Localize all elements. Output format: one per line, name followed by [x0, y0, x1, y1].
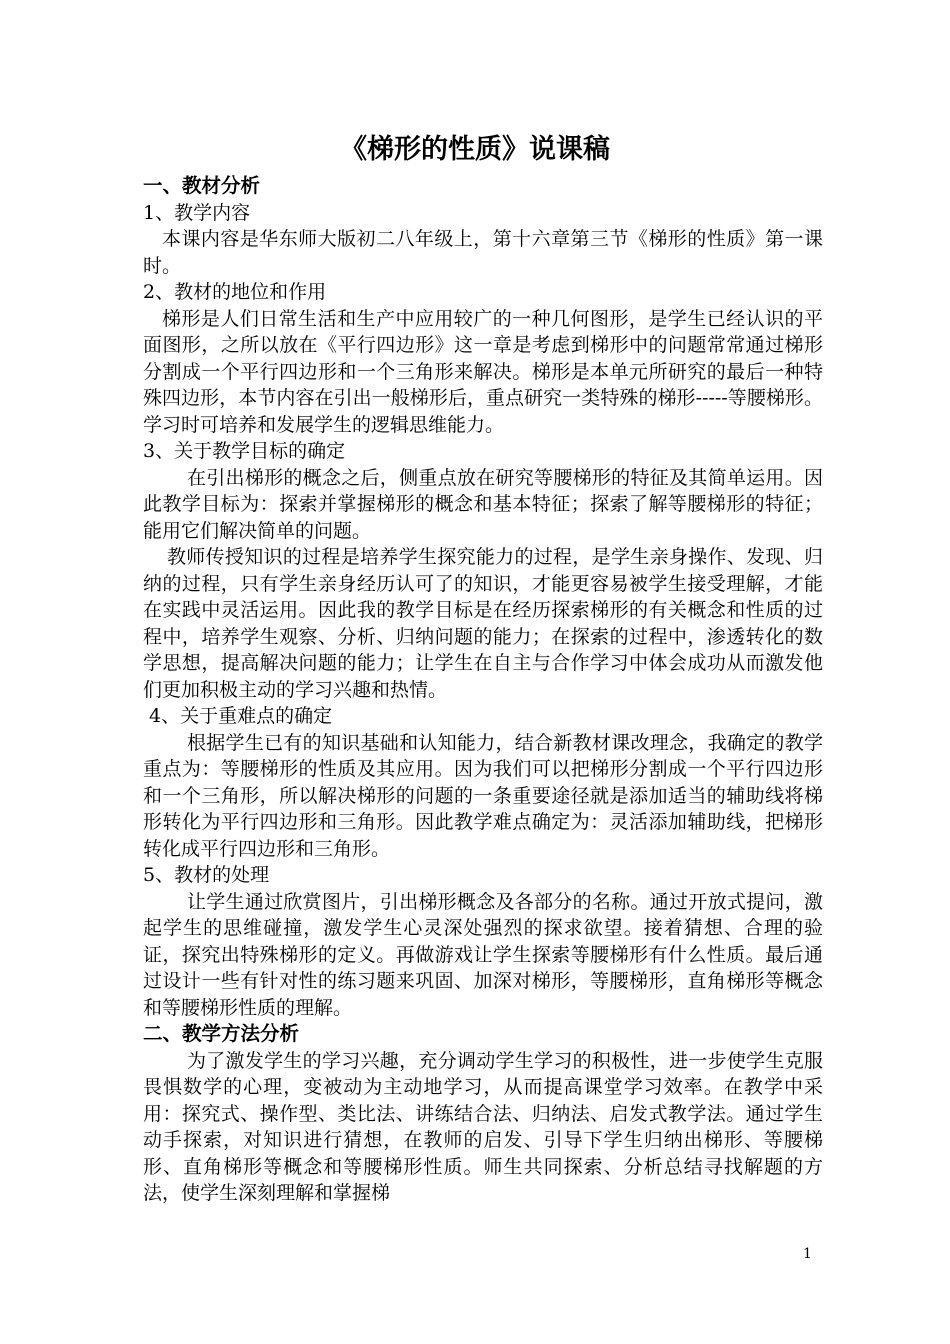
document-body [143, 173, 823, 1207]
subsection-heading: 1、教学内容 [143, 201, 251, 224]
document-title: 《梯形的性质》说课稿 [340, 134, 610, 165]
subsection-heading: 3、关于教学目标的确定 [143, 440, 346, 462]
subsection-heading: 5、教材的处理 [143, 864, 270, 886]
body-paragraph: 教师传授知识的过程是培养学生探究能力的过程，是学生亲身操作、发现、归纳的过程，只有学生亲身经历认可了的知识，才能更容易被学生接受理解，才能在实践中灵活运用。因此我的教学目标是在经历探索梯形的有关概念和性质的过程中，培养学生观察、分析、归纳问题的能力；在探索的过程中，渗透转化的数学思想，提高解决问题的能力；让学生在自主与合作学习中体会成功从而激发他们更加积极主动的学习兴趣和热情。 [143, 546, 823, 701]
section-heading: 一、教材分析 [143, 174, 261, 197]
body-paragraph: 本课内容是华东师大版初二八年级上，第十六章第三节《梯形的性质》第一课时。 [143, 228, 823, 277]
section-heading: 二、教学方法分析 [143, 1022, 300, 1045]
body-paragraph: 为了激发学生的学习兴趣，充分调动学生学习的积极性，进一步使学生克服畏惧数学的心理，变被动为主动地学习，从而提高课堂学习效率。在教学中采用：探究式、操作型、类比法、讲练结合法、归纳法、启发式教学法。通过学生动手探索，对知识进行猜想，在教师的启发、引导下学生归纳出梯形、等腰梯形、直角梯形等概念和等腰梯形性质。师生共同探索、分析总结寻找解题的方法，使学生深刻理解和掌握梯 [143, 1049, 823, 1204]
page-number: 1 [803, 1246, 812, 1262]
body-paragraph: 让学生通过欣赏图片，引出梯形概念及各部分的名称。通过开放式提问，激起学生的思维碰撞，激发学生心灵深处强烈的探求欲望。接着猜想、合理的验证，探究出特殊梯形的定义。再做游戏让学生探索等腰梯形有什么性质。最后通过设计一些有针对性的练习题来巩固、加深对梯形，等腰梯形，直角梯形等概念和等腰梯形性质的理解。 [143, 890, 823, 1019]
subsection-heading: 2、教材的地位和作用 [143, 281, 327, 303]
body-paragraph: 梯形是人们日常生活和生产中应用较广的一种几何图形，是学生已经认识的平面图形，之所以放在《平行四边形》这一章是考虑到梯形中的问题常常通过梯形分割成一个平行四边形和一个三角形来解决。梯形是本单元所研究的最后一种特殊四边形，本节内容在引出一般梯形后，重点研究一类特殊的梯形-----等腰梯形。学习时可培养和发展学生的逻辑思维能力。 [143, 307, 823, 436]
body-paragraph: 在引出梯形的概念之后，侧重点放在研究等腰梯形的特征及其简单运用。因此教学目标为：探索并掌握梯形的概念和基本特征；探索了解等腰梯形的特征；能用它们解决简单的问题。 [143, 466, 823, 542]
body-paragraph: 根据学生已有的知识基础和认知能力，结合新教材课改理念，我确定的教学重点为：等腰梯形的性质及其应用。因为我们可以把梯形分割成一个平行四边形和一个三角形，所以解决梯形的问题的一条重要途径就是添加适当的辅助线将梯形转化为平行四边形和三角形。因此教学难点确定为：灵活添加辅助线，把梯形转化成平行四边形和三角形。 [143, 731, 823, 860]
subsection-heading: 4、关于重难点的确定 [149, 705, 333, 727]
